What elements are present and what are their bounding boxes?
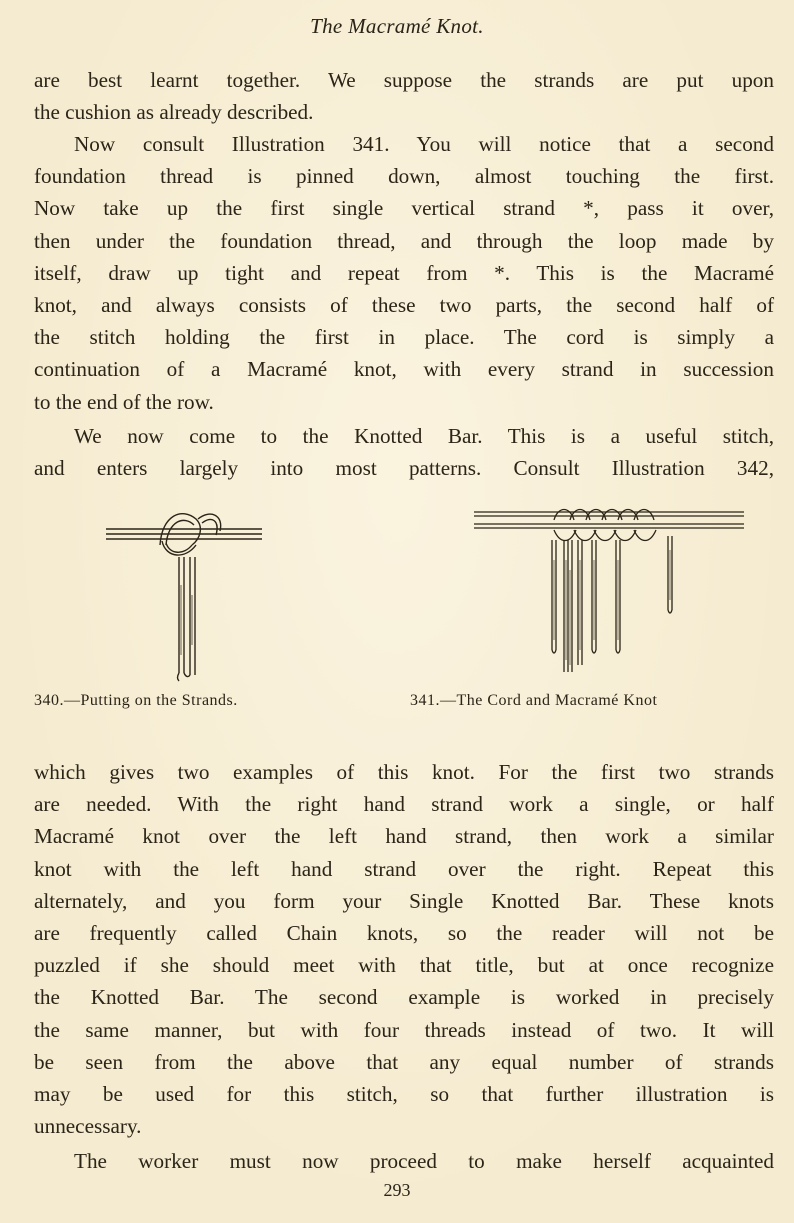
text-line: Now take up the first single vertical strand *, pass it over, [34,196,774,221]
text-line: The worker must now proceed to make herself acquainted [74,1149,774,1173]
text-line: may be used for this stitch, so that further illustration is [34,1082,774,1107]
paragraph-continuation [34,64,774,128]
running-head: The Macramé Knot. [310,14,484,38]
text-line: the cushion as already described. [34,100,314,125]
text-line: are best learnt together. We suppose the strands are put upon [34,68,774,92]
figure-341-caption: 341.—The Cord and Macramé Knot [410,692,658,709]
paragraph-cord-and-knot [34,128,774,418]
text-line: are needed. With the right hand strand work a single, or half [34,792,774,817]
figure-341-cord-and-macrame-knot [470,500,750,680]
text-line: alternately, and you form your Single Knotted Bar. These knots [34,888,774,913]
text-line: continuation of a Macramé knot, with every strand in succession [34,357,774,382]
text-line: Macramé knot over the left hand strand, then work a similar [34,824,774,849]
text-line: be seen from the above that any equal number of strands [34,1049,774,1074]
text-line: itself, draw up tight and repeat from *. This is the Macramé [34,260,774,285]
text-line: foundation thread is pinned down, almost touching the first. [34,164,774,189]
text-line: then under the foundation thread, and through the loop made by [34,228,774,253]
text-line: the stitch holding the first in place. The cord is simply a [34,325,774,350]
paragraph-knotted-bar [34,420,774,484]
text-line: We now come to the Knotted Bar. This is a useful stitch, [74,424,774,448]
figure-340-putting-on-strands [100,505,270,685]
text-line: the Knotted Bar. The second example is worked in precisely [34,985,774,1010]
paragraph-knotted-bar-examples [34,756,774,1142]
text-line: to the end of the row. [34,389,214,414]
text-line: and enters largely into most patterns. Consult Illustration 342, [34,456,774,481]
text-line: the same manner, but with four threads instead of two. It will [34,1017,774,1042]
text-line: knot with the left hand strand over the right. Repeat this [34,856,774,881]
text-line: puzzled if she should meet with that title, but at once recognize [34,953,774,978]
page-number: 293 [383,1180,411,1200]
text-line: knot, and always consists of these two parts, the second half of [34,293,774,318]
text-line: Now consult Illustration 341. You will notice that a second [74,132,774,156]
text-line: which gives two examples of this knot. For the first two strands [34,760,774,784]
text-line: unnecessary. [34,1114,142,1139]
figure-340-caption: 340.—Putting on the Strands. [34,692,238,709]
text-line: are frequently called Chain knots, so the reader will not be [34,921,774,946]
paragraph-next [34,1145,774,1177]
